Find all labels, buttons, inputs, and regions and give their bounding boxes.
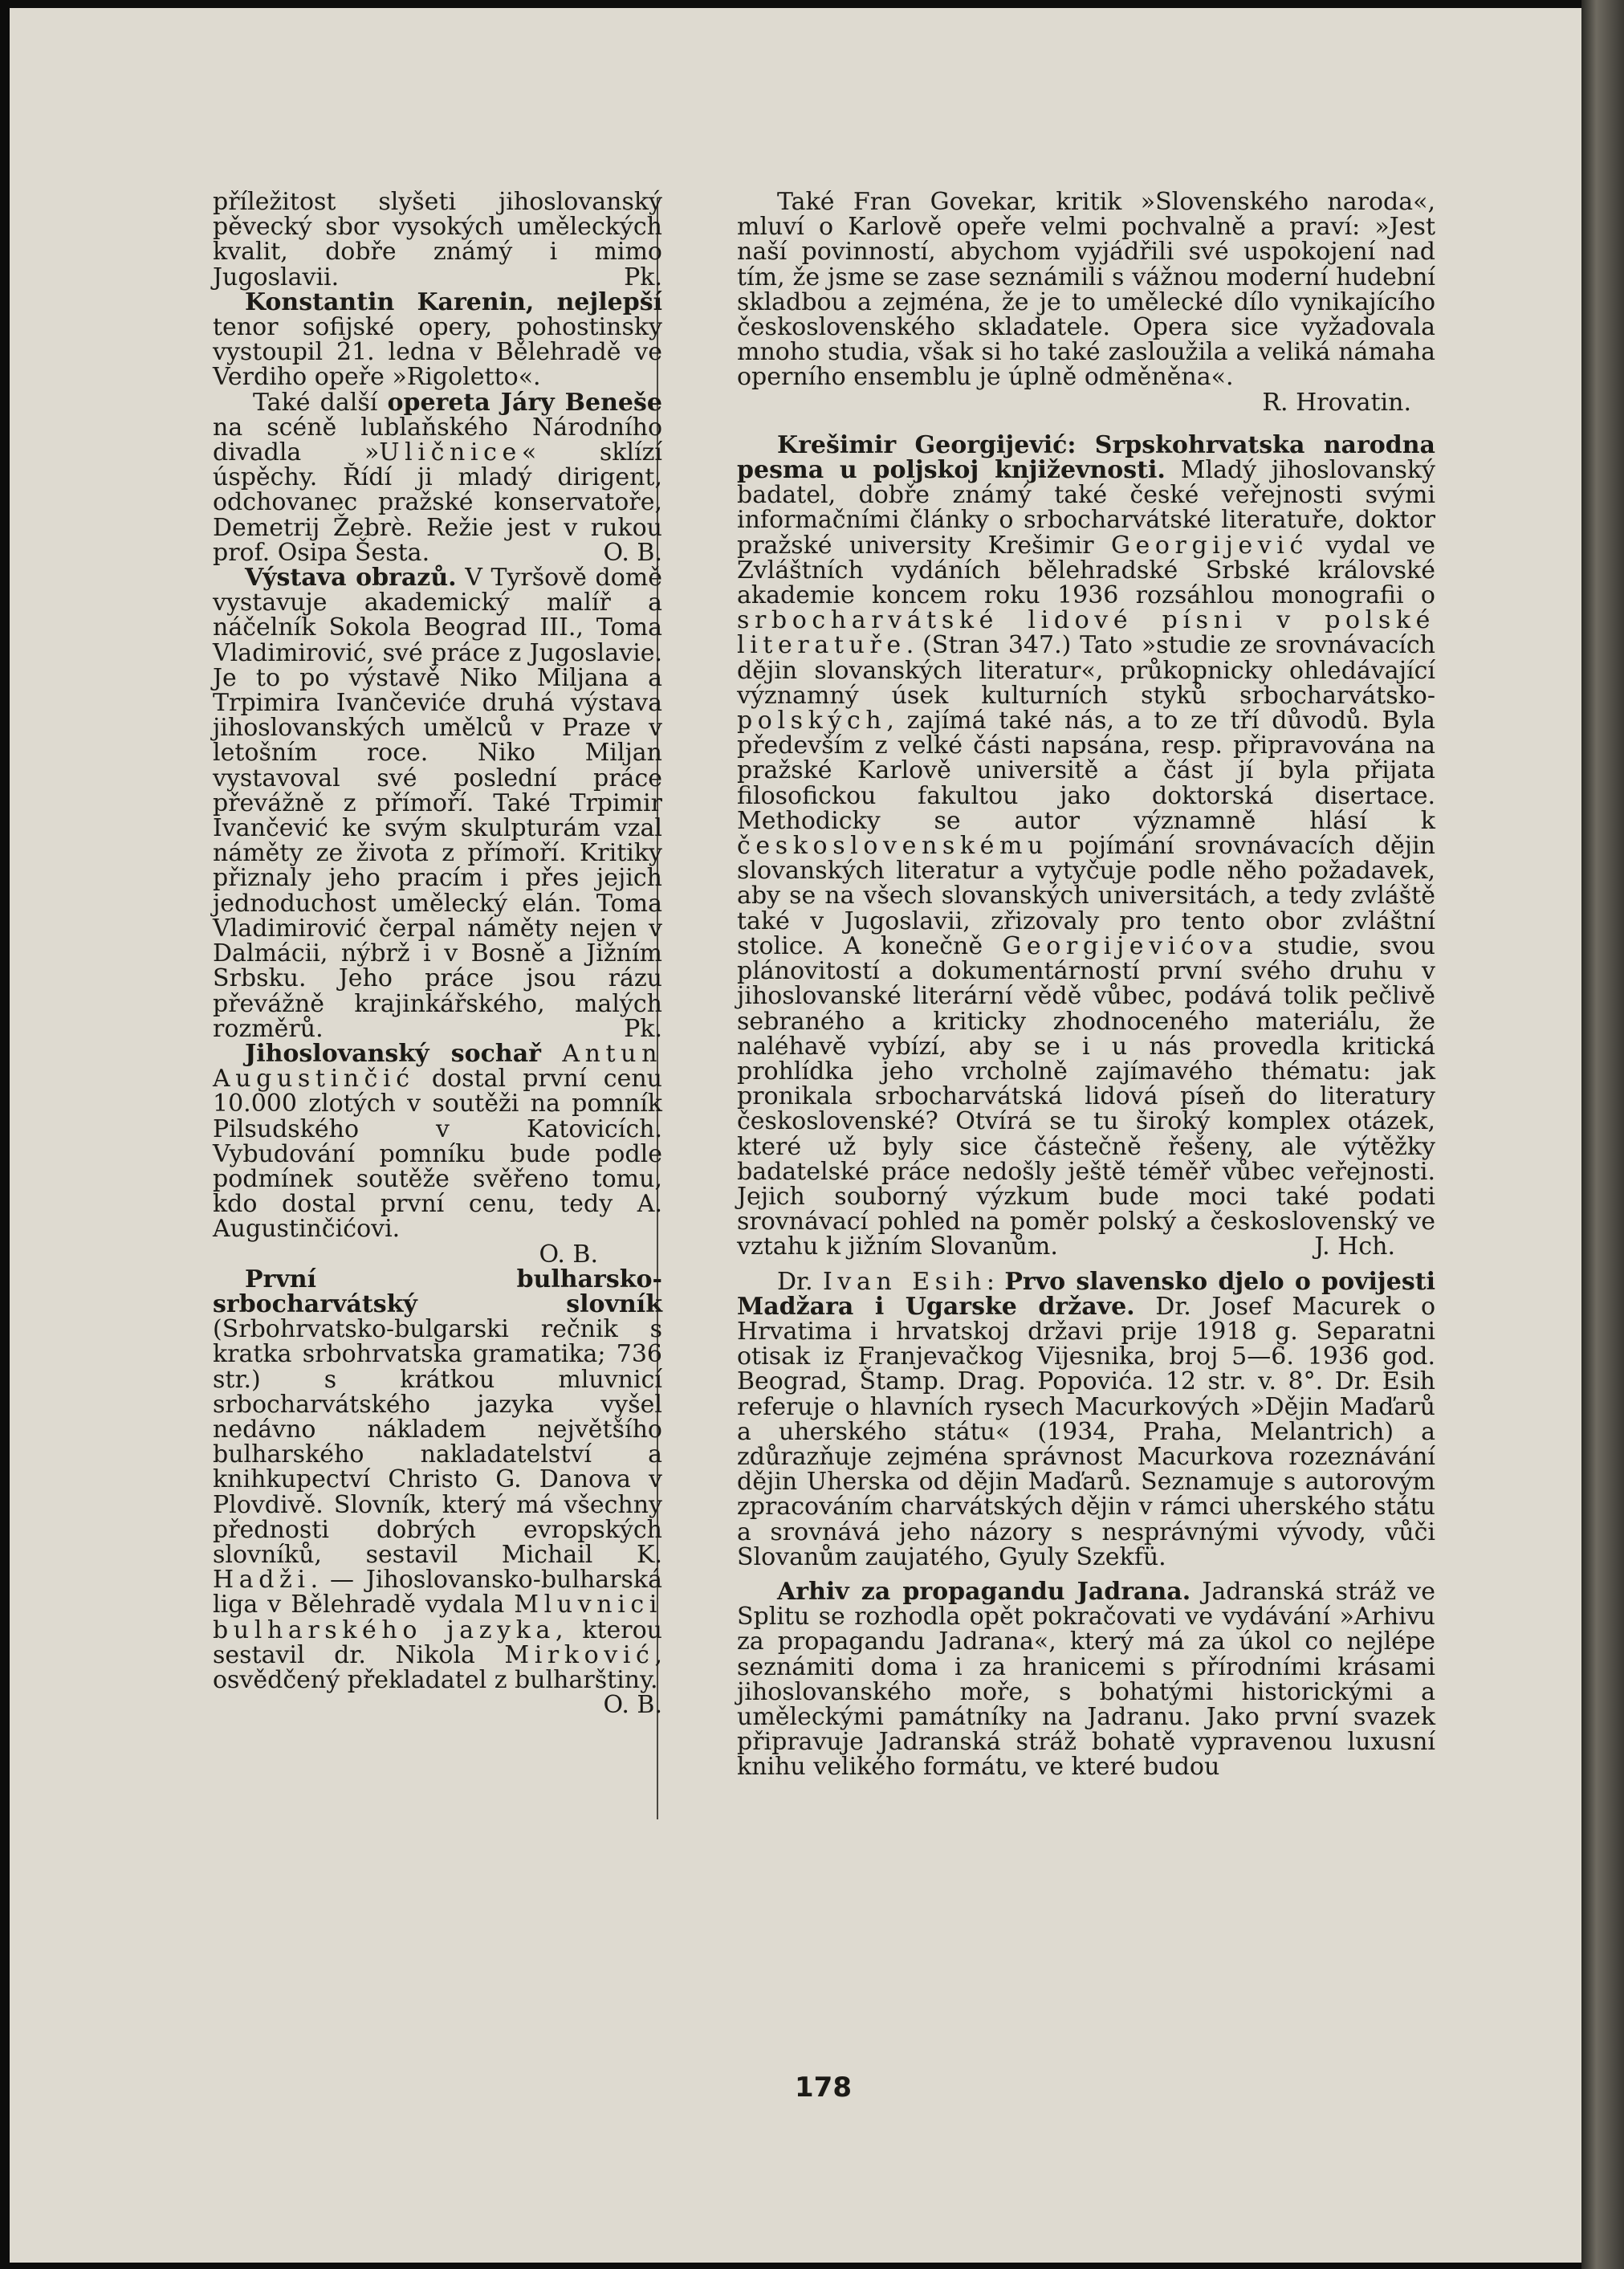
paragraph-text: Také Fran Govekar, kritik »Slovenského naroda«, mluví o Karlově opeře velmi pochvalně a praví: »Jest naší povinností, abychom vyjádřili své uspokojení nad tím, že jsme se zase seznámili s vážnou moderní hudební skladbou a zejména, že je to umělecké dílo vynikajícího československého skladatele. Opera sice vyžadovala mnoho studia, však si ho také zasloužila a veliká námaha operního ensemblu je úplně odměněna«.	[737, 188, 1435, 392]
left-column	[213, 188, 663, 1720]
paragraph-text: vydal ve Zvláštních vydáních bělehradské Srbské královské akademie koncem roku 1936 rozsáhlou monografii o	[737, 531, 1436, 610]
paragraph-text: Dr.	[777, 1267, 823, 1296]
article-heading: První bulharsko-srbocharvátský slovník	[213, 1265, 662, 1318]
signature: O. B.	[603, 538, 662, 567]
left-paragraph-opereta	[213, 390, 662, 565]
spaced-name: Georgijevićova	[1002, 931, 1258, 960]
paragraph-text: . (Stran 347.) Tato »studie ze srovnávacích dějin slovanských literatur«, průkopnicky ohledávající významný úsek kulturních styků srbocharvátsko-	[737, 631, 1435, 710]
right-paragraph-georgijevic	[737, 430, 1436, 1261]
paragraph-text: pojímání srovnávacích dějin slovanských literatur a vytyčuje podle něho požadavek, aby se na všech slovanských universitách, a tedy zvláště také v Jugoslavii, zřizovaly pro tento obor zvláštní stolice. A konečně	[737, 832, 1435, 960]
article-heading: opereta Járy Beneše	[387, 388, 662, 417]
spaced-word: polských	[737, 707, 887, 735]
article-heading: Jihoslovanský sochař	[245, 1039, 541, 1068]
left-paragraph-karenin	[213, 287, 662, 392]
paragraph-text: Také další	[253, 388, 388, 417]
paragraph-text: dostal první cenu 10.000 zlotých v soutěži na pomník Pilsudského v Katovicích. Vybudování pomníku bude podle podmínek soutěže svěřeno tomu, kdo dostal první cenu, tedy A. Augustinčićovi.	[213, 1065, 662, 1244]
paragraph-text: . — Jihoslovansko-bulharská liga v Bělehradě vydala	[213, 1566, 662, 1619]
right-paragraph-esih	[737, 1269, 1435, 1570]
spaced-title: Uličnice	[379, 438, 522, 467]
right-column	[737, 189, 1435, 1780]
paragraph-text: , kterou sestavil dr. Nikola	[213, 1615, 662, 1669]
paragraph-text: na scéně lublaňského Národního divadla »	[213, 413, 662, 467]
spaced-title: Mluvnici bulharského jazyka	[213, 1591, 662, 1644]
signature: Pk.	[624, 1014, 662, 1043]
left-paragraph-1	[213, 189, 662, 290]
right-paragraph-arhiv	[737, 1579, 1435, 1780]
spaced-word: československému	[737, 832, 1048, 861]
spaced-title: srbocharvátské lidové písni v polské literatuře	[737, 606, 1435, 660]
paragraph-text: Dr. Josef Macurek o Hrvatima i hrvatskoj državi prije 1918 g. Separatni otisak iz Franjevačkog Vijesnika, broj 5—6. 1936 god. Beograd, Štamp. Drag. Popovića. 12 str. v. 8°. Dr. Esih referuje o hlavních rysech Macurkových »Dějin Maďarů a uherského státu« (1934, Praha, Melantrich) a zdůrazňuje zejména správnost Macurkova rozeznávání dějin Uherska od dějin Maďarů. Seznamuje s autorovým zpracováním charvátských dějin v rámci uherského státu a srovnává jeho názory s nesprávnými vývody, vůči Slovanům zaujatého, Gyuly Szekfü.	[737, 1292, 1436, 1571]
spaced-name: Mirković	[504, 1640, 655, 1669]
paragraph-text: Mladý jihoslovanský badatel, dobře známý také české veřejnosti svými informačními články o srbocharvátské literatuře, doktor pražské university Krešimir	[737, 456, 1435, 560]
article-heading: Prvo slavensko djelo o povijesti Madžara i Ugarske države.	[737, 1267, 1436, 1321]
left-paragraph-augustincic	[213, 1041, 662, 1242]
paragraph-text: studie, svou plánovitostí a dokumentárností první svého druhu v jihoslovanské literární vědě vůbec, podává tolik pečlivě sebraného a kriticky zhodnoceného materiálu, že naléhavě vybízí, aby se i u nás provedla kritická prohlídka jeho vrcholně zajímavého thématu: jak pronikala srbocharvátská lidová píseň do literatury československé? Otvírá se tu široký komplex otázek, které už byly sice částečně řešeny, ale výtěžky badatelské práce nedošly ještě téměř vůbec veřejnosti. Jejich souborný výzkum bude moci také podati srovnávací pohled na poměr polský a československý ve vztahu k jižním Slovanům.	[737, 931, 1435, 1261]
left-paragraph-vystava	[213, 565, 662, 1041]
signature: O. B.	[539, 1240, 598, 1269]
article-heading: Arhiv za propagandu Jadrana.	[777, 1577, 1191, 1606]
paragraph-text: tenor sofijské opery, pohostinsky vystoupil 21. ledna v Bělehradě ve Verdiho opeře »Rigoletto«.	[213, 313, 662, 392]
left-signature-block	[213, 1242, 662, 1267]
article-heading: Konstantin Karenin, nejlepší	[245, 287, 662, 316]
paragraph-text: (Srbohrvatsko-bulgarski rečnik s kratka srbohrvatska gramatika; 736 str.) s krátkou mluvnicí srbocharvátského jazyka vyšel nedávno nákladem největšího bulharského nakladatelství a knihkupectví Christo G. Danova v Plovdivě. Slovník, který má všechny přednosti dobrých evropských slovníků, sestavil Michail K.	[213, 1315, 662, 1569]
paragraph-text: « sklízí úspěchy. Řídí ji mladý dirigent, odchovanec pražské konservatoře, Demetrij Žebrè. Režie jest v rukou prof. Osipa Šesta.	[213, 438, 662, 567]
signature: Pk.	[624, 263, 662, 291]
page-number: 178	[795, 2071, 852, 2104]
spaced-name: Antun Augustinčić	[213, 1039, 662, 1094]
signature: J. Hch.	[1314, 1232, 1395, 1261]
article-heading: Výstava obrazů.	[245, 564, 457, 593]
left-paragraph-slovnik	[213, 1267, 662, 1718]
paragraph-text: V Tyršově domě vystavuje akademický malíř a náčelník Sokola Beograd III., Toma Vladimirović, své práce z Jugoslavie. Je to po výstavě Niko Miljana a Trpimira Ivančeviće druhá výstava jihoslovanských umělců v Praze v letošním roce. Niko Miljan vystavoval své poslední práce převážně z přímoří. Také Trpimir Ivančević ke svým skulpturám vzal náměty ze života z přímoří. Kritiky přiznaly jeho pracím i přes jejich jednoduchost umělecký elán. Toma Vladimirović čerpal náměty nejen v Dalmácii, nýbrž i v Bosně a Jižním Srbsku. Jeho práce jsou rázu převážně krajinkářského, malých rozměrů.	[213, 564, 663, 1043]
spaced-name: Ivan Esih	[822, 1267, 987, 1296]
signature: R. Hrovatin.	[1262, 388, 1411, 417]
spaced-name: Hadži	[213, 1566, 311, 1595]
spaced-name: Georgijević	[1110, 531, 1309, 560]
article-heading: Krešimir Georgijević: Srpskohrvatska narodna pesma u poljskoj književnosti.	[737, 430, 1435, 485]
scan-edge	[1581, 0, 1624, 2269]
paragraph-text: , zajímá také nás, a to ze tří důvodů. Byla především z velké části napsána, resp. připravována na pražské Karlově universitě a část jí byla přijata filosofickou fakultou jako doktorská disertace. Methodicky se autor významně hlásí k	[737, 707, 1435, 835]
paragraph-text: , osvědčený překladatel z bulharštiny.	[213, 1640, 662, 1694]
paragraph-text: příležitost slyšeti jihoslovanský pěvecký sbor vysokých uměleckých kvalit, dobře známý i mimo Jugoslavii.	[213, 188, 662, 291]
right-paragraph-govekar	[737, 189, 1435, 415]
signature: O. B.	[603, 1691, 662, 1720]
paragraph-text: :	[986, 1267, 1005, 1296]
paragraph-text: Jadranská stráž ve Splitu se rozhodla opět pokračovati ve vydávání »Arhivu za propagandu Jadrana«, který má za úkol co nejlépe seznámiti doma i za hranicemi s přírodními krásami jihoslovanského moře, s bohatými historickými a uměleckými památníky na Jadranu. Jako první svazek připravuje Jadranská stráž bohatě vypravenou luxusní knihu velikého formátu, ve které budou	[737, 1577, 1435, 1782]
